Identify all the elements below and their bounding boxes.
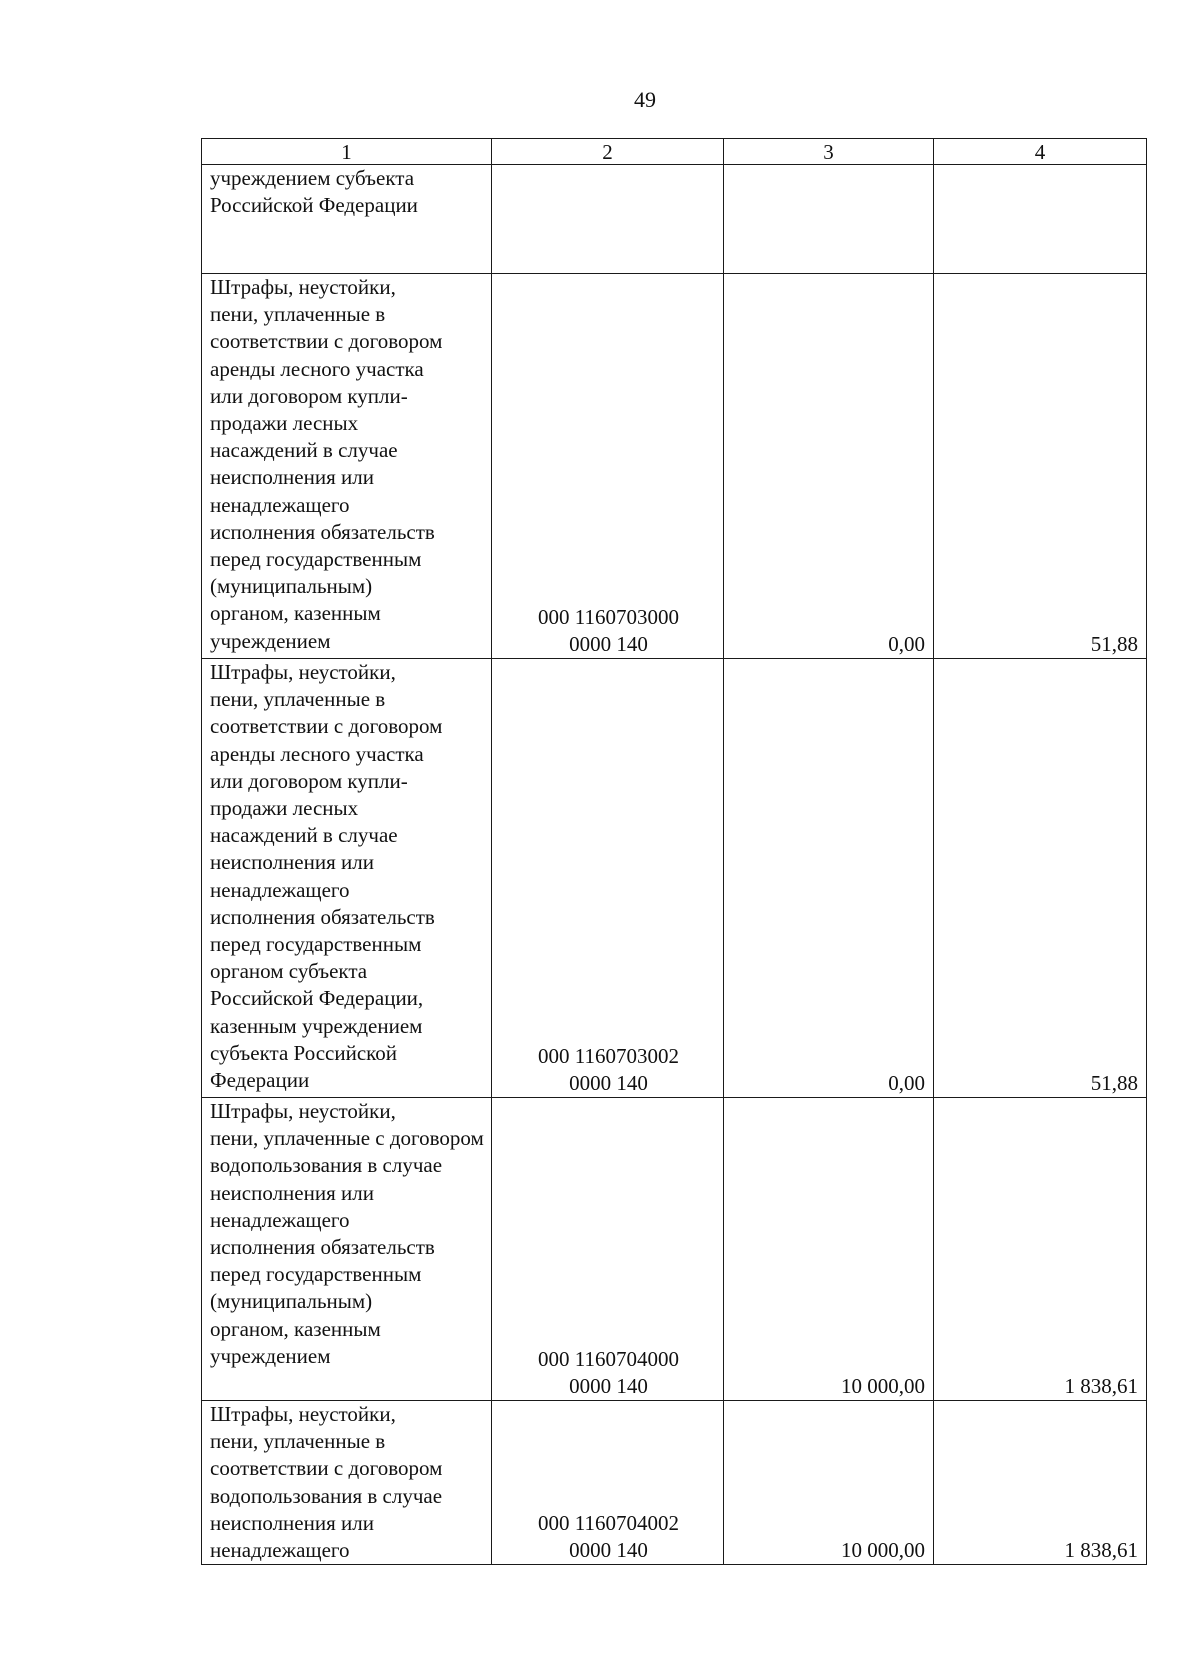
table-row [202,274,1147,659]
table-row [202,659,1147,1098]
row-description: Штрафы, неустойки, пени, уплаченные в соответствии с договором аренды лесного участка или договором купли- продажи лесных насаждений в случае неисполнения или ненадлежащего исполнения обязательств перед государственным органом субъекта Российской Федерации, казенным учреждением субъекта Российской Федерации [202,659,492,1098]
column-header-1: 1 [202,139,492,165]
row-value-3: 0,00 [724,659,934,1098]
row-value-4: 1 838,61 [934,1401,1147,1565]
table-header-row [202,139,1147,165]
row-description: Штрафы, неустойки, пени, уплаченные с договором водопользования в случае неисполнения или ненадлежащего исполнения обязательств перед государственным (муниципальным) органом, казенным учреждением [202,1098,492,1401]
row-value-4: 1 838,61 [934,1098,1147,1401]
row-value-3: 0,00 [724,274,934,659]
column-header-2: 2 [492,139,724,165]
budget-table [201,138,1147,1565]
column-header-4: 4 [934,139,1147,165]
row-code: 000 1160703002 0000 140 [492,659,724,1098]
table-row [202,165,1147,274]
row-value-4: 51,88 [934,274,1147,659]
row-code [492,165,724,274]
row-code: 000 1160704000 0000 140 [492,1098,724,1401]
row-value-3: 10 000,00 [724,1098,934,1401]
row-value-4 [934,165,1147,274]
table-row [202,1098,1147,1401]
row-description: Штрафы, неустойки, пени, уплаченные в соответствии с договором водопользования в случае неисполнения или ненадлежащего [202,1401,492,1565]
row-description: Штрафы, неустойки, пени, уплаченные в соответствии с договором аренды лесного участка или договором купли- продажи лесных насаждений в случае неисполнения или ненадлежащего исполнения обязательств перед государственным (муниципальным) органом, казенным учреждением [202,274,492,659]
row-description: учреждением субъекта Российской Федерации [202,165,492,274]
row-code: 000 1160704002 0000 140 [492,1401,724,1565]
column-header-3: 3 [724,139,934,165]
row-value-3 [724,165,934,274]
table-row [202,1401,1147,1565]
row-value-3: 10 000,00 [724,1401,934,1565]
page-number: 49 [634,87,656,112]
row-code: 000 1160703000 0000 140 [492,274,724,659]
row-value-4: 51,88 [934,659,1147,1098]
